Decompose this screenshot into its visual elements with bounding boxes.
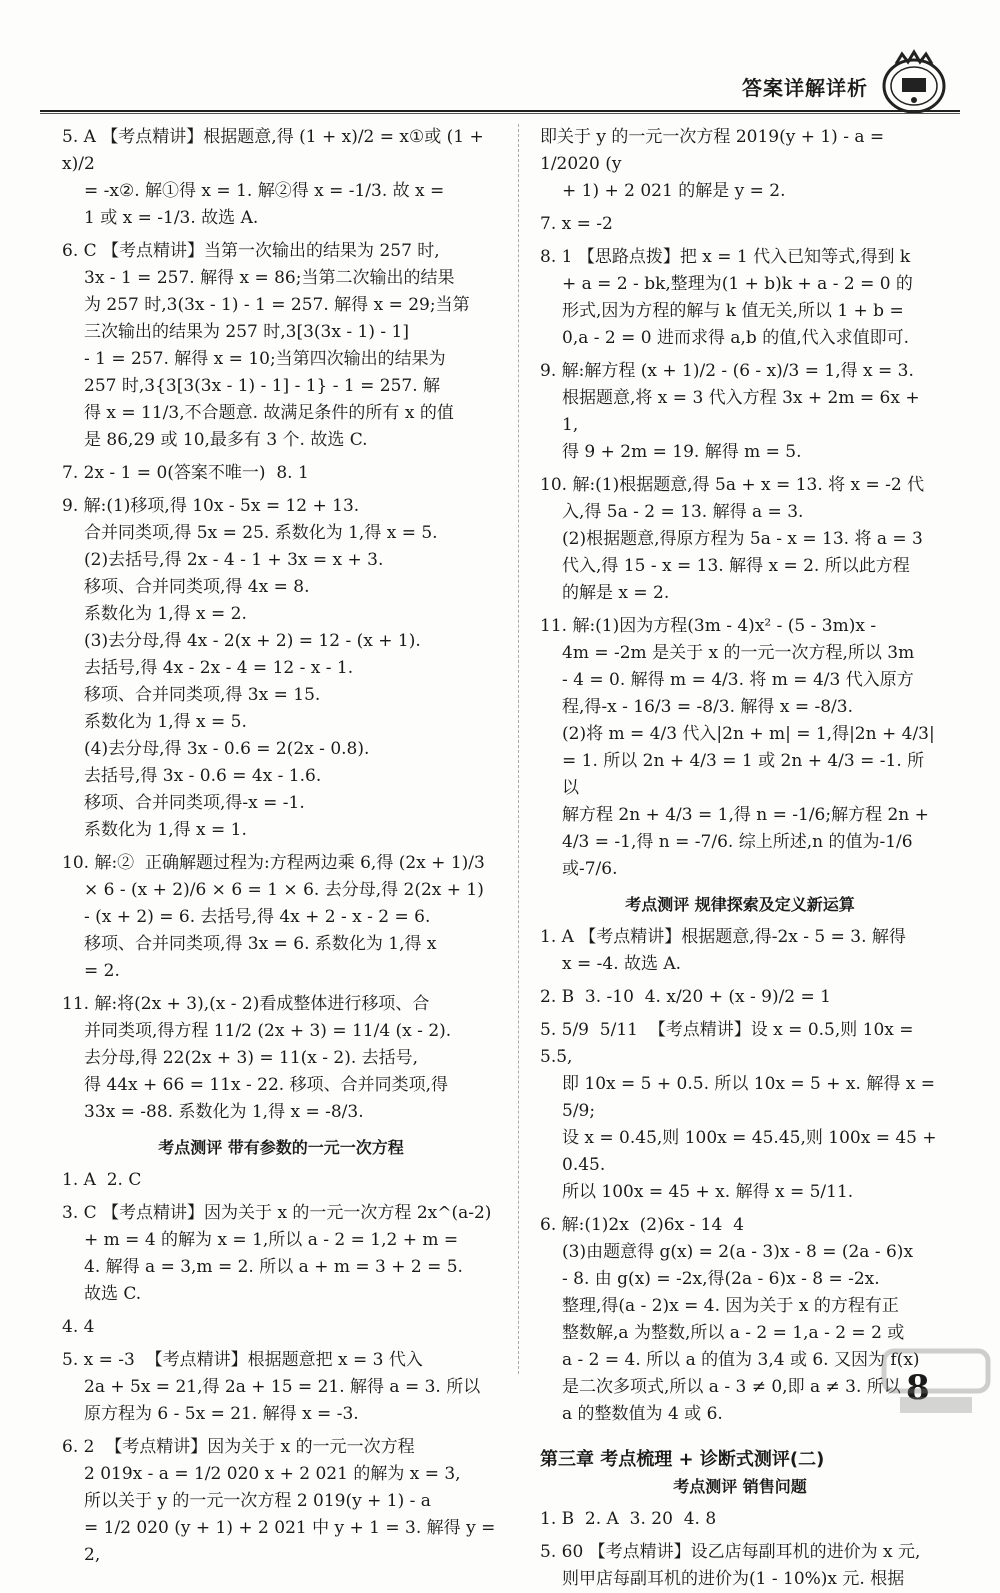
answer-item [540, 211, 940, 238]
answer-item [540, 924, 940, 978]
answer-line: 去分母,得 22(2x + 3) = 11(x - 2). 去括号, [84, 1048, 419, 1068]
answer-line: 得 x = 11/3,不合题意. 故满足条件的所有 x 的值 [84, 403, 454, 423]
answer-line: 形式,因为方程的解与 k 值无关,所以 1 + b = [562, 301, 904, 321]
answer-line: 7. x = -2 [540, 214, 613, 234]
answer-line: 合并同类项,得 5x = 25. 系数化为 1,得 x = 5. [84, 523, 438, 543]
answer-line: × 6 - (x + 2)/6 × 6 = 1 × 6. 去分母,得 2(2x + 1) [84, 880, 484, 900]
answer-line: - 8. 由 g(x) = -2x,得(2a - 6)x - 8 = -2x. [562, 1269, 880, 1289]
answer-line: 6. 2 【考点精讲】因为关于 x 的一元一次方程 [62, 1437, 415, 1457]
answer-line: 是二次多项式,所以 a - 3 ≠ 0,即 a ≠ 3. 所以 [562, 1377, 901, 1397]
answer-item [540, 613, 940, 883]
answer-line: 三次输出的结果为 257 时,3[3(3x - 1) - 1] [84, 322, 409, 342]
answer-item [62, 1347, 500, 1428]
answer-line: - (x + 2) = 6. 去括号,得 4x + 2 - x - 2 = 6. [84, 907, 431, 927]
answer-line: 并同类项,得方程 11/2 (2x + 3) = 11/4 (x - 2). [84, 1021, 452, 1041]
answer-line: 的解是 x = 2. [562, 583, 670, 603]
watermark-logo-icon [880, 1345, 992, 1420]
answer-line: (3)去分母,得 4x - 2(x + 2) = 12 - (x + 1). [84, 631, 421, 651]
answer-line: 1 或 x = -1/3. 故选 A. [84, 208, 259, 228]
left-answer-list-2 [62, 1167, 500, 1569]
left-answer-list [62, 124, 500, 1126]
answer-line: 1. A 2. C [62, 1170, 142, 1190]
answer-line: 整理,得(a - 2)x = 4. 因为关于 x 的方程有正 [562, 1296, 899, 1316]
answer-line: 入,得 5a - 2 = 13. 解得 a = 3. [562, 502, 804, 522]
answer-line: 11. 解:(1)因为方程(3m - 4)x² - (5 - 3m)x - [540, 616, 877, 636]
answer-item [62, 460, 500, 487]
answer-item [540, 1539, 940, 1593]
answer-line: = -x②. 解①得 x = 1. 解②得 x = -1/3. 故 x = [84, 181, 445, 201]
answer-line: 2. B 3. -10 4. x/20 + (x - 9)/2 = 1 [540, 987, 831, 1007]
answer-line: 5. A 【考点精讲】根据题意,得 (1 + x)/2 = x①或 (1 + x)/2 [62, 127, 490, 174]
right-answer-list-3 [540, 1506, 940, 1593]
answer-line: 4. 4 [62, 1317, 95, 1337]
answer-item [540, 124, 940, 205]
answer-item [540, 472, 940, 607]
answer-line: 故选 C. [84, 1284, 142, 1304]
answer-line: 即 10x = 5 + 0.5̇. 所以 10x = 5 + x. 解得 x = 5/9; [562, 1074, 941, 1121]
answer-line: 6. 解:(1)2x (2)6x - 14 4 [540, 1215, 744, 1235]
right-answer-list [540, 124, 940, 883]
answer-line: 8. 1 【思路点拨】把 x = 1 代入已知等式,得到 k [540, 247, 911, 267]
column-divider [518, 124, 519, 1374]
answer-line: x = -4. 故选 A. [562, 954, 682, 974]
answer-line: 3x - 1 = 257. 解得 x = 86;当第二次输出的结果 [84, 268, 455, 288]
section-title-sales: 考点测评 销售问题 [673, 1477, 807, 1496]
answer-item [540, 1017, 943, 1206]
answer-line: 33x = -88. 系数化为 1,得 x = -8/3. [84, 1102, 364, 1122]
answer-line: 或-7/6. [562, 859, 618, 879]
answer-line: 设 x = 0.4̇5̇,则 100x = 45.4̇5̇,则 100x = 45 + 0.4̇5̇. [562, 1128, 943, 1175]
answer-line: - 1 = 257. 解得 x = 10;当第四次输出的结果为 [84, 349, 446, 369]
answer-line: 1. A 【考点精讲】根据题意,得-2x - 5 = 3. 解得 [540, 927, 906, 947]
answer-line: 整数解,a 为整数,所以 a - 2 = 1,a - 2 = 2 或 [562, 1323, 905, 1343]
chapter-title: 第三章 考点梳理 + 诊断式测评(二) [540, 1449, 825, 1470]
header-title: 答案详解详析 [742, 76, 868, 100]
answer-line: = 1. 所以 2n + 4/3 = 1 或 2n + 4/3 = -1. 所以 [562, 751, 925, 798]
answer-item [62, 493, 500, 844]
header-rule [40, 110, 960, 112]
answer-line: = 2. [84, 961, 120, 981]
answer-line: 4m = -2m 是关于 x 的一元一次方程,所以 3m [562, 643, 915, 663]
answer-item [540, 358, 940, 466]
answer-line: 移项、合并同类项,得-x = -1. [84, 793, 305, 813]
answer-line: (3)由题意得 g(x) = 2(a - 3)x - 8 = (2a - 6)x [562, 1242, 914, 1262]
answer-line: 3. C 【考点精讲】因为关于 x 的一元一次方程 2x^(a-2) [62, 1203, 492, 1223]
answer-line: + a = 2 - bk,整理为(1 + b)k + a - 2 = 0 的 [562, 274, 913, 294]
answer-line: = 1/2 020 (y + 1) + 2 021 中 y + 1 = 3. 解得 y = 2, [84, 1518, 501, 1565]
answer-item [62, 1200, 500, 1308]
answer-line: 移项、合并同类项,得 3x = 15. [84, 685, 321, 705]
answer-line: (4)去分母,得 3x - 0.6 = 2(2x - 0.8). [84, 739, 370, 759]
left-column [62, 118, 500, 1569]
answer-line: 系数化为 1,得 x = 1. [84, 820, 247, 840]
page-number: 8 [906, 1368, 930, 1408]
answer-line: 0,a - 2 = 0 进而求得 a,b 的值,代入求值即可. [562, 328, 910, 348]
answer-line: + m = 4 的解为 x = 1,所以 a - 2 = 1,2 + m = [84, 1230, 459, 1250]
answer-item [540, 1506, 940, 1533]
answer-line: 移项、合并同类项,得 4x = 8. [84, 577, 310, 597]
answer-line: 5. x = -3 【考点精讲】根据题意把 x = 3 代入 [62, 1350, 423, 1370]
answer-item [62, 124, 500, 232]
answer-line: 所以关于 y 的一元一次方程 2 019(y + 1) - a [84, 1491, 431, 1511]
answer-line: (2)去括号,得 2x - 4 - 1 + 3x = x + 3. [84, 550, 384, 570]
answer-line: 解方程 2n + 4/3 = 1,得 n = -1/6;解方程 2n + [562, 805, 929, 825]
answer-item [540, 244, 940, 352]
answer-line: 为 257 时,3(3x - 1) - 1 = 257. 解得 x = 29;当第 [84, 295, 470, 315]
answer-line: 1. B 2. A 3. 20 4. 8 [540, 1509, 717, 1529]
answer-line: 程,得-x - 16/3 = -8/3. 解得 x = -8/3. [562, 697, 853, 717]
answer-line: 原方程为 6 - 5x = 21. 解得 x = -3. [84, 1404, 359, 1424]
answer-line: 9. 解:(1)移项,得 10x - 5x = 12 + 13. [62, 496, 360, 516]
answer-line: 10. 解:② 正确解题过程为:方程两边乘 6,得 (2x + 1)/3 [62, 853, 485, 873]
section-title-parameter-equations: 考点测评 带有参数的一元一次方程 [158, 1138, 404, 1157]
page-header [700, 60, 950, 110]
answer-line: 11. 解:将(2x + 3),(x - 2)看成整体进行移项、合 [62, 994, 430, 1014]
answer-line: a 的整数值为 4 或 6. [562, 1404, 723, 1424]
answer-line: 4. 解得 a = 3,m = 2. 所以 a + m = 3 + 2 = 5. [84, 1257, 463, 1277]
answer-item [62, 1314, 500, 1341]
answer-line: 移项、合并同类项,得 3x = 6. 系数化为 1,得 x [84, 934, 437, 954]
answer-line: (2)根据题意,得原方程为 5a - x = 13. 将 a = 3 [562, 529, 923, 549]
answer-item [540, 984, 940, 1011]
answer-line: 代入,得 15 - x = 13. 解得 x = 2. 所以此方程 [562, 556, 910, 576]
answer-line: 得 44x + 66 = 11x - 22. 移项、合并同类项,得 [84, 1075, 448, 1095]
answer-line: 5. 5/9 5/11 【考点精讲】设 x = 0.5̇,则 10x = 5.5̇, [540, 1020, 919, 1067]
answer-line: 5. 60 【考点精讲】设乙店每副耳机的进价为 x 元, [540, 1542, 921, 1562]
answer-line: 所以 100x = 45 + x. 解得 x = 5/11. [562, 1182, 854, 1202]
answer-line: 去括号,得 3x - 0.6 = 4x - 1.6. [84, 766, 322, 786]
answer-line: 257 时,3{3[3(3x - 1) - 1] - 1} - 1 = 257. 解 [84, 376, 441, 396]
answer-item [62, 238, 500, 454]
answer-line: 去括号,得 4x - 2x - 4 = 12 - x - 1. [84, 658, 354, 678]
header-rule-thin [40, 113, 960, 114]
answer-line: 即关于 y 的一元一次方程 2019(y + 1) - a = 1/2020 (y [540, 127, 890, 174]
answer-line: 是 86,29 或 10,最多有 3 个. 故选 C. [84, 430, 368, 450]
answer-line: - 4 = 0. 解得 m = 4/3. 将 m = 4/3 代入原方 [562, 670, 914, 690]
answer-line: (2)将 m = 4/3 代入|2n + m| = 1,得|2n + 4/3| [562, 724, 935, 744]
answer-line: 10. 解:(1)根据题意,得 5a + x = 13. 将 x = -2 代 [540, 475, 925, 495]
answer-line: + 1) + 2 021 的解是 y = 2. [562, 181, 786, 201]
answer-line: 得 9 + 2m = 19. 解得 m = 5. [562, 442, 802, 462]
answer-line: 2a + 5x = 21,得 2a + 15 = 21. 解得 a = 3. 所以 [84, 1377, 481, 1397]
answer-line: 9. 解:解方程 (x + 1)/2 - (6 - x)/3 = 1,得 x = 3. [540, 361, 914, 381]
answer-item [62, 1167, 500, 1194]
answer-line: a - 2 = 4. 所以 a 的值为 3,4 或 6. 又因为 f(x) [562, 1350, 920, 1370]
answer-line: 则甲店每副耳机的进价为(1 - 10%)x 元. 根据 [562, 1569, 905, 1589]
answer-line: 2 019x - a = 1/2 020 x + 2 021 的解为 x = 3, [84, 1464, 461, 1484]
answer-line: 4/3 = -1,得 n = -7/6. 综上所述,n 的值为-1/6 [562, 832, 913, 852]
answer-line: 6. C 【考点精讲】当第一次输出的结果为 257 时, [62, 241, 440, 261]
answer-line: 系数化为 1,得 x = 2. [84, 604, 247, 624]
answer-item [62, 1434, 500, 1569]
answer-line: 根据题意,将 x = 3 代入方程 3x + 2m = 6x + 1, [562, 388, 925, 435]
answer-item [62, 850, 500, 985]
answer-line: 系数化为 1,得 x = 5. [84, 712, 247, 732]
answer-line: 7. 2x - 1 = 0(答案不唯一) 8. 1 [62, 463, 309, 483]
section-title-patterns: 考点测评 规律探索及定义新运算 [625, 895, 855, 914]
answer-item [62, 991, 500, 1126]
book-logo-icon [878, 50, 950, 116]
